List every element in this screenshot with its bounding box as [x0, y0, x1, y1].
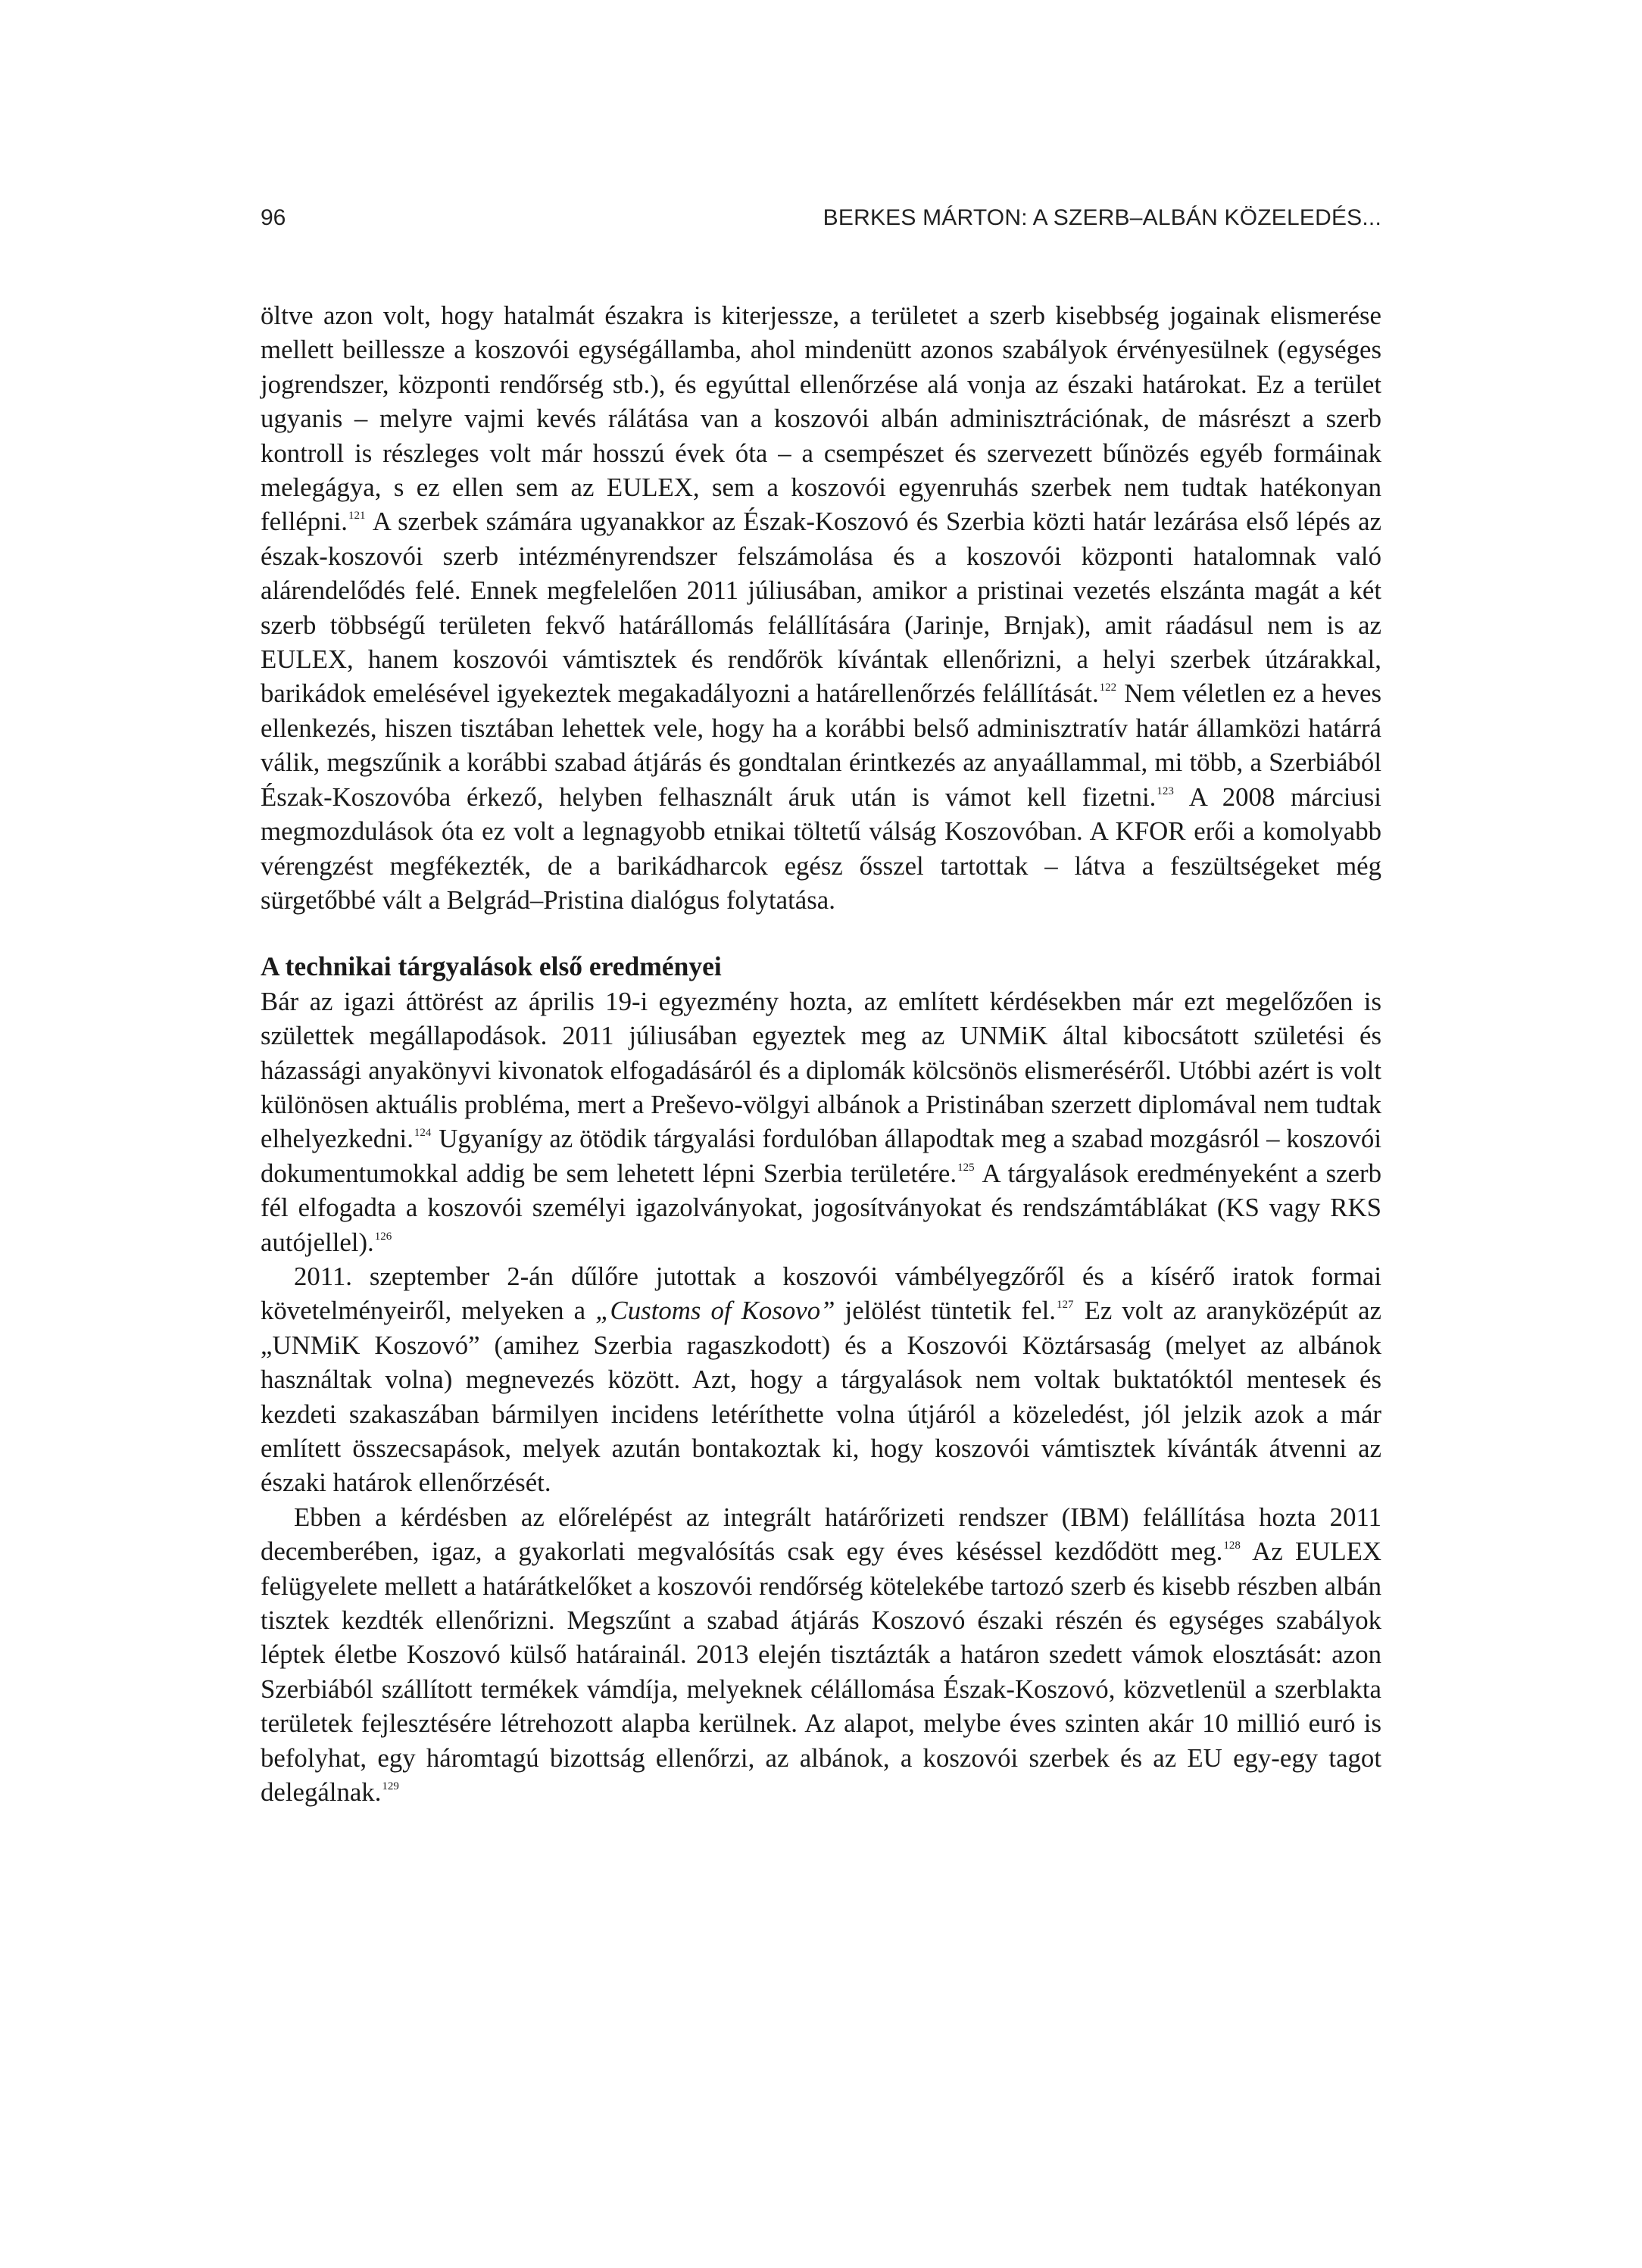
paragraph-text: A tárgyalások eredményeként a szerb fél elfogadta a koszovói személyi igazolványokat, jogosítványokat és rendszámtáblákat (KS vagy RKS autójellel). — [261, 1158, 1381, 1257]
footnote-ref: 124 — [414, 1127, 432, 1140]
customs-label-italic: „Customs of Kosovo” — [595, 1296, 835, 1326]
footnote-ref: 121 — [348, 510, 366, 523]
footnote-ref: 122 — [1099, 682, 1117, 694]
body-text — [261, 298, 1381, 1809]
footnote-ref: 126 — [374, 1230, 392, 1243]
page-number: 96 — [261, 205, 286, 230]
paragraph-text: Ugyanígy az ötödik tárgyalási fordulóban állapodtak meg a szabad mozgásról – koszovói dokumentumokkal addig be sem lehetett lépni Szerbia területére. — [261, 1124, 1381, 1188]
paragraph-text: A 2008 márciusi megmozdulások óta ez volt a legnagyobb etnikai töltetű válság Koszovóban. A KFOR erői a komolyabb vérengzést megfékezték, de a barikádharcok egész ősszel tartottak – látva a feszültségeket még sürgetőbbé vált a Belgrád–Pristina dialógus folytatása. — [261, 781, 1381, 915]
footnote-ref: 125 — [957, 1161, 975, 1174]
paragraph-text: öltve azon volt, hogy hatalmát északra is kiterjessze, a területet a szerb kisebbség jogainak elismerése mellett beillessze a koszovói egységállamba, ahol mindenütt azonos szabályok érvényesülnek (egységes jogrendszer, központi rendőrség stb.), és egyúttal ellenőrzése alá vonja az északi határokat. Ez a terület ugyanis – melyre vajmi kevés rálátása van a koszovói albán adminisztrációnak, de másrészt a szerb kontroll is részleges volt már hosszú évek óta – a csempészet és szervezett bűnözés egyéb formáinak melegágya, s ez ellen sem az EULEX, sem a koszovói egyenruhás szerbek nem tudtak hatékonyan fellépni. — [261, 301, 1381, 537]
paragraph — [261, 1500, 1381, 1810]
footnote-ref: 129 — [382, 1780, 399, 1793]
paragraph-text: Ebben a kérdésben az előrelépést az integrált határőrizeti rendszer (IBM) felállítása hozta 2011 decemberében, igaz, a gyakorlati megvalósítás csak egy éves késéssel kezdődött meg. — [261, 1502, 1381, 1567]
footnote-ref: 123 — [1157, 785, 1174, 797]
section-heading: A technikai tárgyalások első eredményei — [261, 951, 722, 982]
paragraph-text: Nem véletlen ez a heves ellenkezés, hiszen tisztában lehettek vele, hogy ha a korábbi belső adminisztratív határ államközi határrá válik, megszűnik a korábbi szabad átjárás és gondtalan érintkezés az anyaállammal, mi több, a Szerbiából Észak-Koszovóba érkező, helyben felhasznált áruk után is vámot kell fizetni. — [261, 679, 1381, 812]
running-title: BERKES MÁRTON: A SZERB–ALBÁN KÖZELEDÉS... — [823, 205, 1381, 230]
paragraph-text: 2011. szeptember 2-án dűlőre jutottak a koszovói vámbélyegzőről és a kísérő iratok formai követelményeiről, melyeken a — [261, 1261, 1381, 1326]
paragraph-text: jelölést tüntetik fel. — [835, 1296, 1056, 1326]
paragraph — [261, 1259, 1381, 1500]
footnote-ref: 128 — [1223, 1540, 1241, 1552]
paragraph-text: A szerbek számára ugyanakkor az Észak-Koszovó és Szerbia közti határ lezárása első lépés az észak-koszovói szerb intézményrendszer felszámolása és a koszovói központi hatalomnak való alárendelődés felé. Ennek megfelelően 2011 júliusában, amikor a pristinai vezetés elszánta magát a két szerb többségű területen fekvő határállomás felállítására (Jarinje, Brnjak), amit ráadásul nem is az EULEX, hanem koszovói vámtisztek és rendőrök kívántak ellenőrizni, a helyi szerbek útzárakkal, barikádok emelésével igyekeztek megakadályozni a határellenőrzés felállítását. — [261, 507, 1381, 709]
paragraph-text: Az EULEX felügyelete mellett a határátkelőket a koszovói rendőrség kötelekébe tartozó szerb és kisebb részben albán tisztek kezdték ellenőrizni. Megszűnt a szabad átjárás Koszovó északi részén és egységes szabályok léptek életbe Koszovó külső határainál. 2013 elején tisztázták a határon szedett vámok elosztását: azon Szerbiából szállított termékek vámdíja, melyeknek célállomása Észak-Koszovó, közvetlenül a szerblakta területek fejlesztésére létrehozott alapba kerülnek. Az alapot, melybe éves szinten akár 10 millió euró is befolyhat, egy háromtagú bizottság ellenőrzi, az albánok, a koszovói szerbek és az EU egy-egy tagot delegálnak. — [261, 1536, 1382, 1808]
paragraph — [261, 298, 1381, 917]
paragraph-text: Ez volt az aranyközépút az „UNMiK Koszovó” (amihez Szerbia ragaszkodott) és a Koszovói Köztársaság (melyet az albánok használtak volna) megnevezés között. Azt, hogy a tárgyalások nem voltak buktatóktól mentesek és kezdeti szakaszában bármilyen incidens letéríthette volna útjáról a közeledést, jól jelzik azok a már említett összecsapások, melyek azután bontakoztak ki, hogy koszovói vámtisztek kívánták átvenni az északi határok ellenőrzését. — [261, 1296, 1382, 1498]
paragraph-text: Bár az igazi áttörést az április 19-i egyezmény hozta, az említett kérdésekben már ezt megelőzően is születtek megállapodások. 2011 júliusában egyeztek meg az UNMiK által kibocsátott születési és házassági anyakönyvi kivonatok elfogadásáról és a diplomák kölcsönös elismeréséről. Utóbbi azért is volt különösen aktuális probléma, mert a Preševo-völgyi albánok a Pristinában szerzett diplomával nem tudtak elhelyezkedni. — [261, 986, 1381, 1154]
paragraph — [261, 984, 1381, 1259]
footnote-ref: 127 — [1056, 1299, 1074, 1312]
